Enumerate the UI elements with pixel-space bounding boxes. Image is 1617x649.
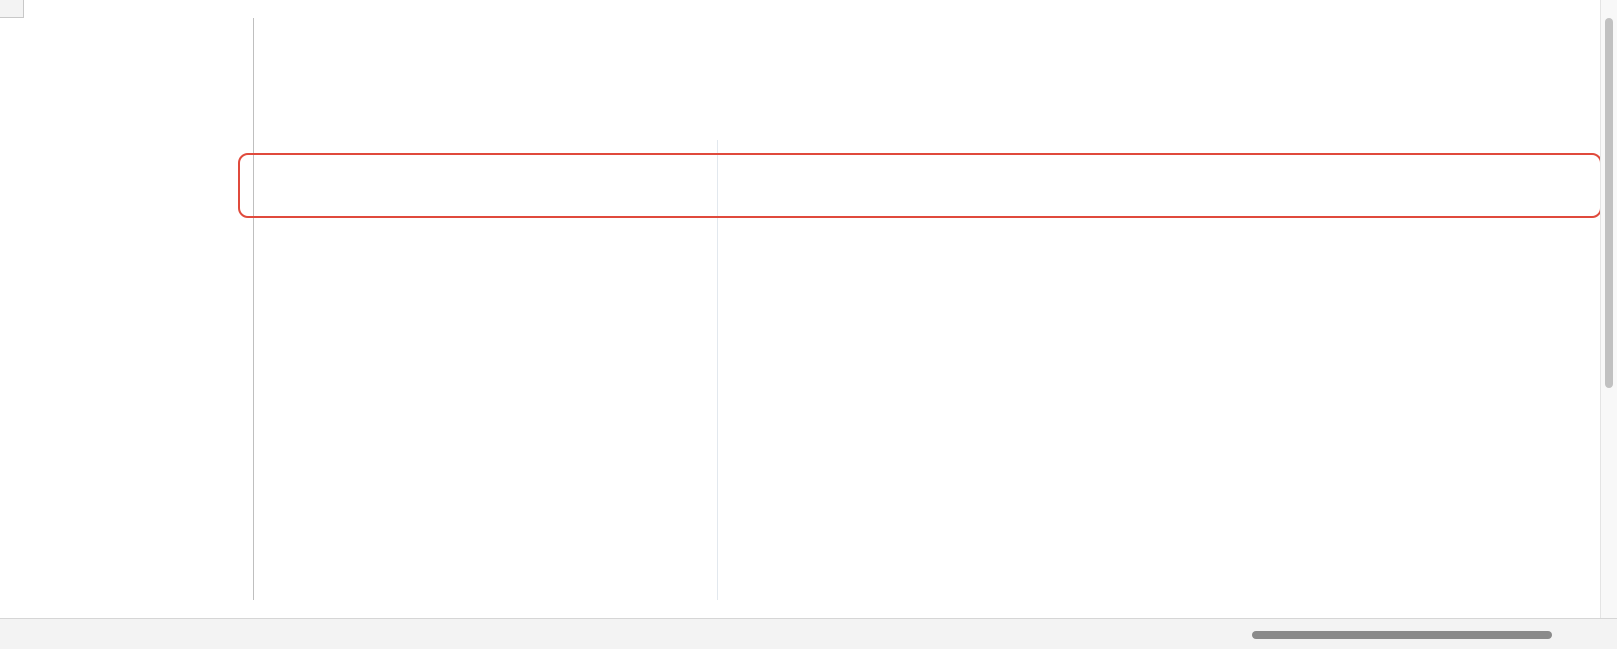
frozen-pane-divider (253, 18, 254, 600)
actuals-budget-divider (717, 140, 718, 600)
sheet-tab-bar (0, 618, 1617, 649)
scroll-up-arrow-icon[interactable] (1601, 0, 1617, 16)
horizontal-scrollbar[interactable] (972, 628, 1598, 642)
month-header-highlight-box (238, 153, 1600, 218)
select-all-corner[interactable] (0, 0, 24, 18)
vertical-scroll-thumb[interactable] (1605, 18, 1613, 388)
horizontal-scroll-thumb[interactable] (1252, 631, 1552, 639)
vertical-scrollbar[interactable] (1600, 0, 1617, 618)
scroll-down-arrow-icon[interactable] (1601, 602, 1617, 618)
